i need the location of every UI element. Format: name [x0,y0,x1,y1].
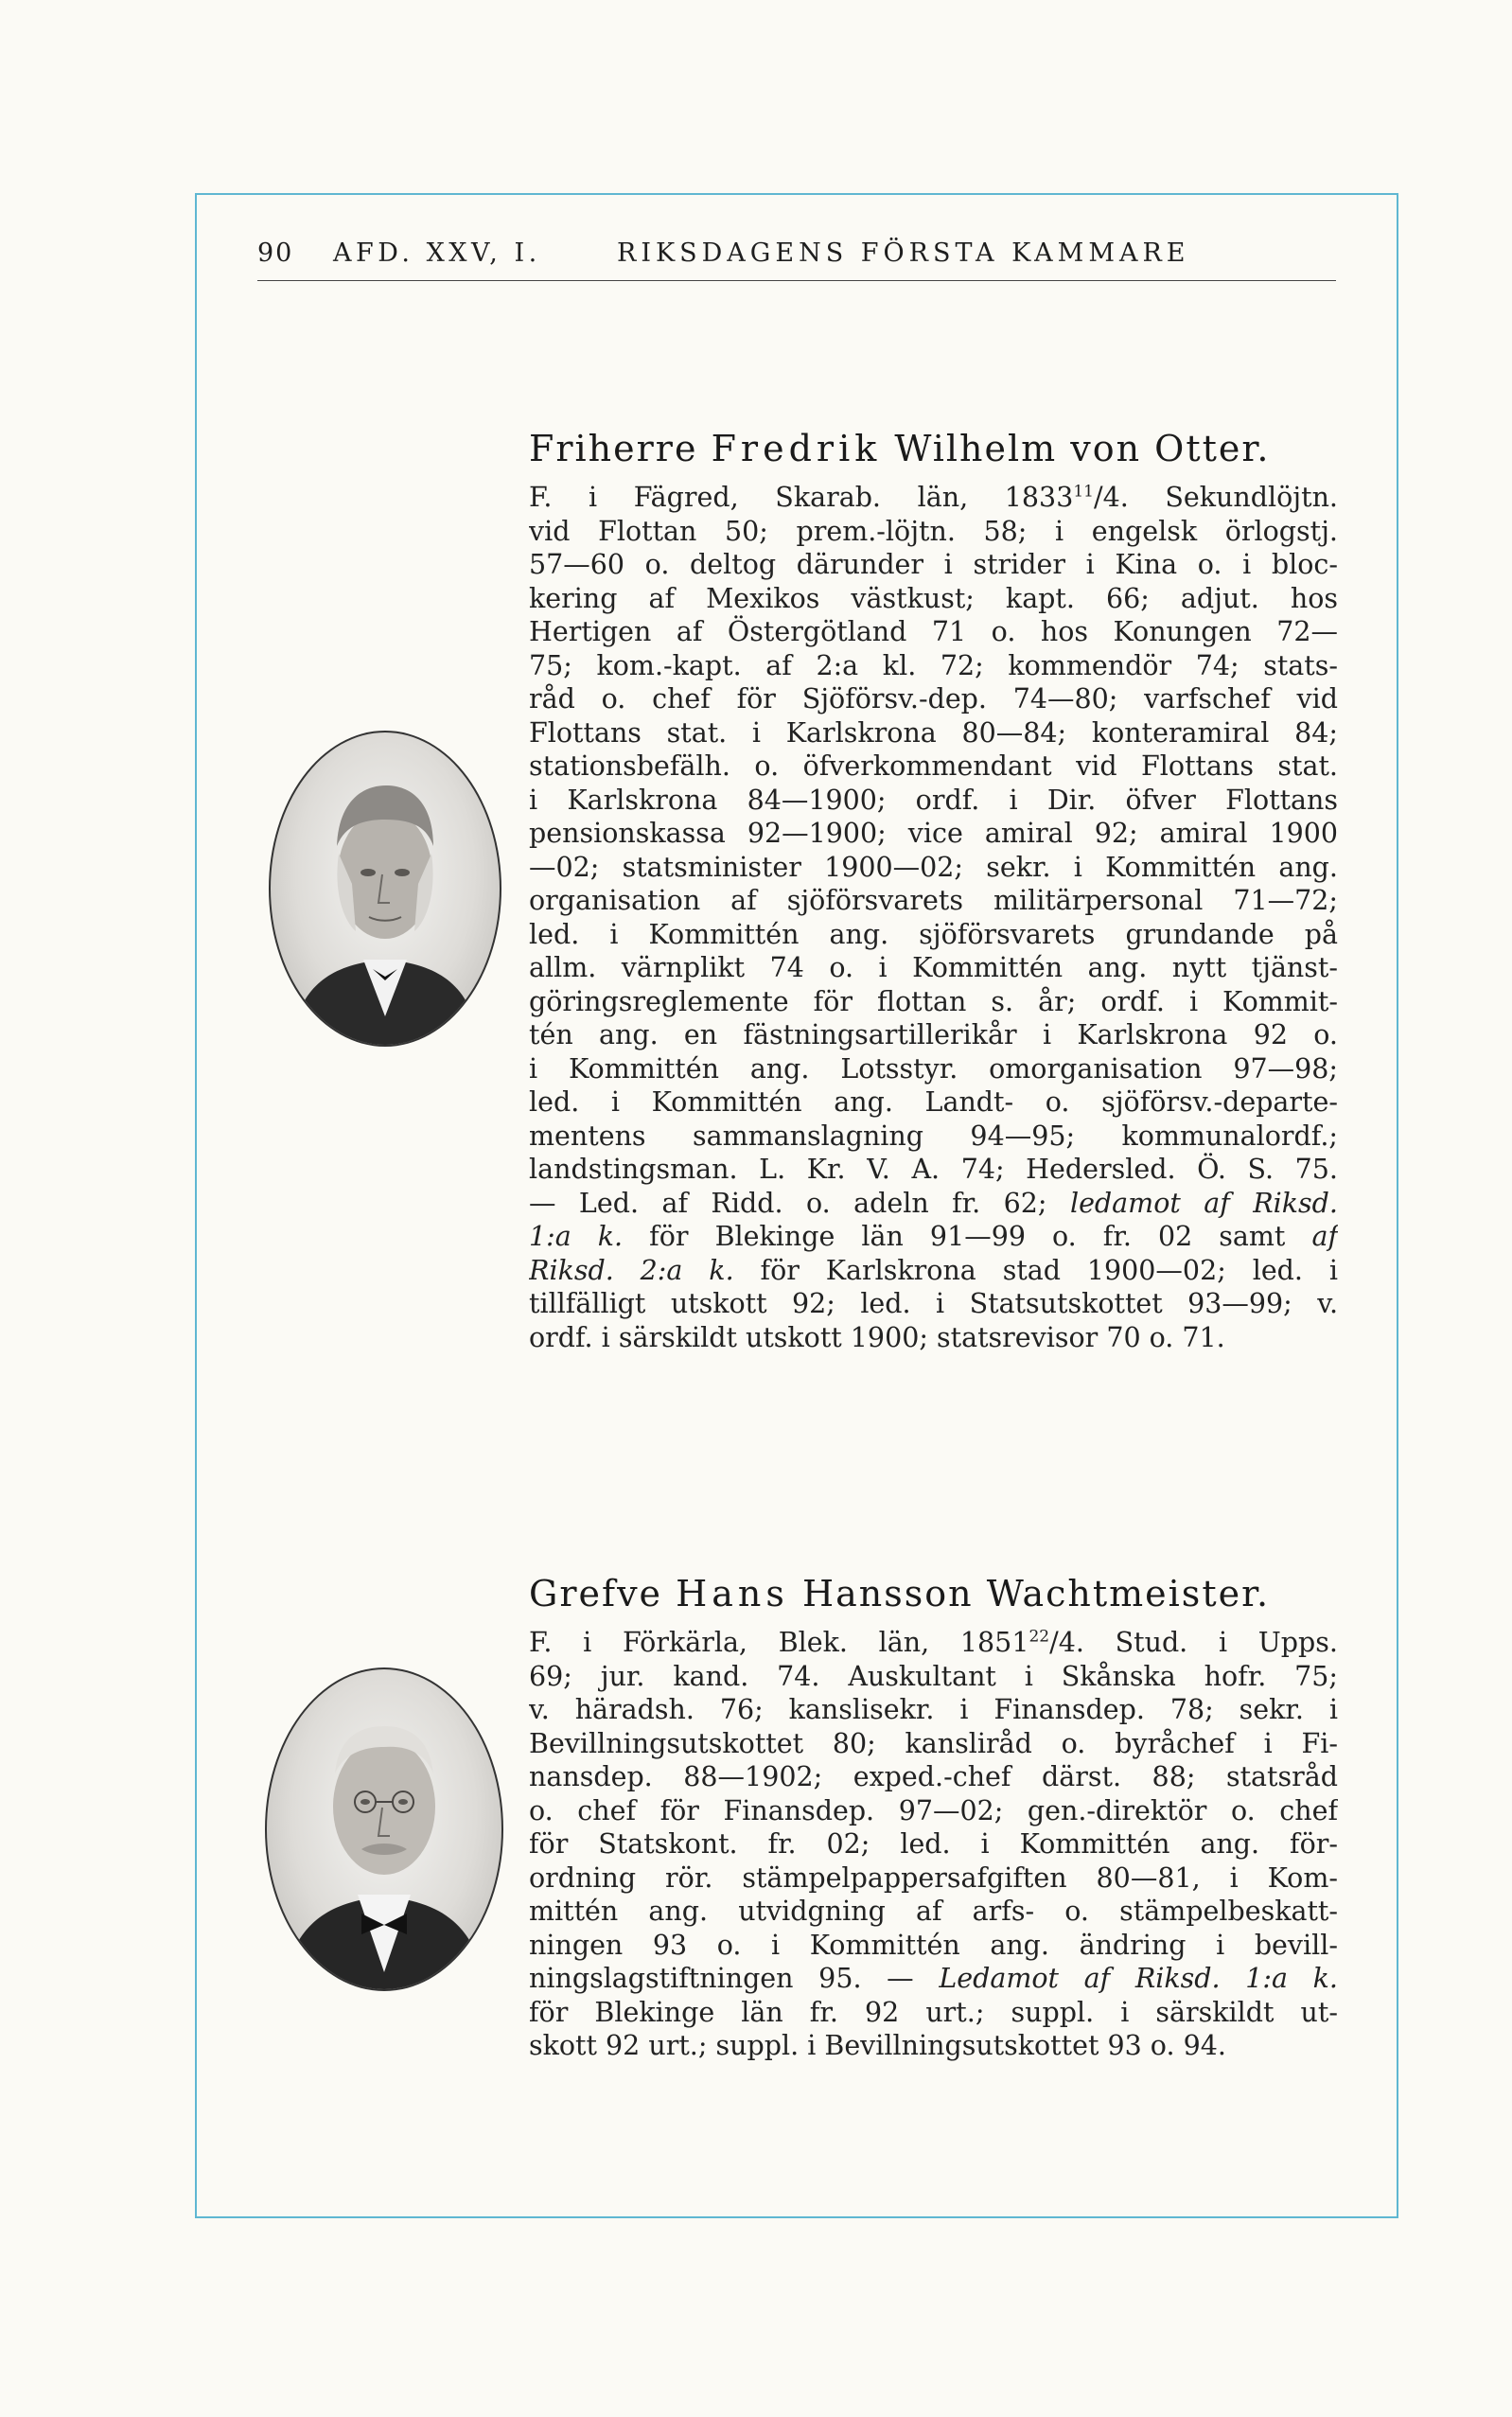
title-name: Fredrik [711,428,882,469]
title-prefix: Friherre [529,428,698,469]
running-head [257,238,1336,281]
bio-line: ordf. i särskildt utskott 1900; statsrevisor 70 o. 71. [529,1321,1225,1353]
bio-line: i Karlskrona 84—1900; ordf. i Dir. öfver Flottans [529,784,1338,816]
bio-line: för Blekinge län fr. 92 urt.; suppl. i särskildt ut- [529,1996,1338,2028]
bio-line: i Kommittén ang. Lotsstyr. omorganisation 97—98; [529,1052,1338,1085]
title-name: Hans [676,1573,789,1614]
bio-line: led. i Kommittén ang. sjöförsvarets grundande på [529,918,1338,950]
bio-line: F. i Förkärla, Blek. län, 1851$^{22}$/4. Stud. i Upps. [529,1627,1338,1658]
bio-line: organisation af sjöförsvarets militärpersonal 71—72; [529,885,1338,916]
entry-title-wachtmeister [529,1573,1270,1614]
bio-line: 69; jur. kand. 74. Auskultant i Skånska hofr. 75; [529,1660,1338,1692]
bio-line: v. häradsh. 76; kanslisekr. i Finansdep. 78; sekr. i [529,1694,1338,1725]
bio-line: o. chef för Finansdep. 97—02; gen.-direktör o. chef [529,1794,1338,1826]
bio-line: vid Flottan 50; prem.-löjtn. 58; i engelsk örlogstj. [529,515,1338,547]
bio-line: led. i Kommittén ang. Landt- o. sjöförsv.-departe- [529,1086,1338,1118]
bio-line: tillfälligt utskott 92; led. i Statsutskottet 93—99; v. [529,1288,1338,1319]
bio-line: stationsbefälh. o. öfverkommendant vid Flottans stat. [529,750,1338,782]
bio-line: Flottans stat. i Karlskrona 80—84; konteramiral 84; [529,716,1338,749]
bio-line: landstingsman. L. Kr. V. A. 74; Hedersled. Ö. S. 75. [529,1154,1338,1185]
bio-line: göringsreglemente för flottan s. år; ordf. i Kommit- [529,985,1338,1017]
bio-line: nansdep. 88—1902; exped.-chef därst. 88; statsråd [529,1761,1338,1792]
title-rest: Wilhelm von Otter. [894,428,1271,469]
bio-line: mentens sammanslagning 94—95; kommunalordf.; [529,1120,1338,1152]
bio-line: —02; statsminister 1900—02; sekr. i Kommittén ang. [529,851,1338,883]
bio-line: ordning rör. stämpelpappersafgiften 80—81, i Kom- [529,1861,1338,1894]
page-number: 90 [257,238,294,268]
bio-line: tén ang. en fästningsartillerikår i Karlskrona 92 o. [529,1019,1338,1050]
bio-line: 1:a k. för Blekinge län 91—99 o. fr. 02 samt af [529,1221,1338,1252]
portrait-von-otter-icon [271,732,500,1045]
bio-line: Riksd. 2:a k. för Karlskrona stad 1900—02; led. i [529,1254,1338,1286]
bio-line: — Led. af Ridd. o. adeln fr. 62; ledamot af Riksd. [529,1187,1338,1219]
bio-line: F. i Fägred, Skarab. län, 1833$^{11}$/4. Sekundlöjtn. [529,482,1338,513]
portrait-wachtmeister-icon [267,1669,501,1989]
bio-line: 75; kom.-kapt. af 2:a kl. 72; kommendör 74; stats- [529,649,1338,681]
section-label: AFD. XXV, I. [333,238,541,268]
bio-line: Bevillningsutskottet 80; kansliråd o. byråchef i Fi- [529,1727,1338,1759]
portrait-wachtmeister [265,1667,503,1991]
bio-line: ningen 93 o. i Kommittén ang. ändring i bevill- [529,1929,1338,1961]
title-rest: Hansson Wachtmeister. [802,1573,1271,1614]
bio-line: råd o. chef för Sjöförsv.-dep. 74—80; varfschef vid [529,683,1338,715]
bio-line: för Statskont. fr. 02; led. i Kommittén ang. för- [529,1828,1338,1860]
title-prefix: Grefve [529,1573,663,1614]
bio-line: kering af Mexikos västkust; kapt. 66; adjut. hos [529,582,1338,614]
portrait-von-otter [269,731,501,1047]
bio-line: skott 92 urt.; suppl. i Bevillningsutskottet 93 o. 94. [529,2030,1226,2061]
bio-line: 57—60 o. deltog därunder i strider i Kina o. i bloc- [529,549,1338,580]
entry-title-von-otter [529,428,1270,469]
bio-line: Hertigen af Östergötland 71 o. hos Konungen 72— [529,616,1338,647]
bio-line: pensionskassa 92—1900; vice amiral 92; amiral 1900 [529,818,1338,849]
bio-line: ningslagstiftningen 95. — Ledamot af Riksd. 1:a k. [529,1963,1338,1994]
running-title: RIKSDAGENS FÖRSTA KAMMARE [617,238,1190,268]
bio-wachtmeister [529,1626,1338,2063]
bio-line: mittén ang. utvidgning af arfs- o. stämpelbeskatt- [529,1896,1338,1927]
bio-von-otter [529,481,1338,1354]
bio-line: allm. värnplikt 74 o. i Kommittén ang. nytt tjänst- [529,952,1338,983]
